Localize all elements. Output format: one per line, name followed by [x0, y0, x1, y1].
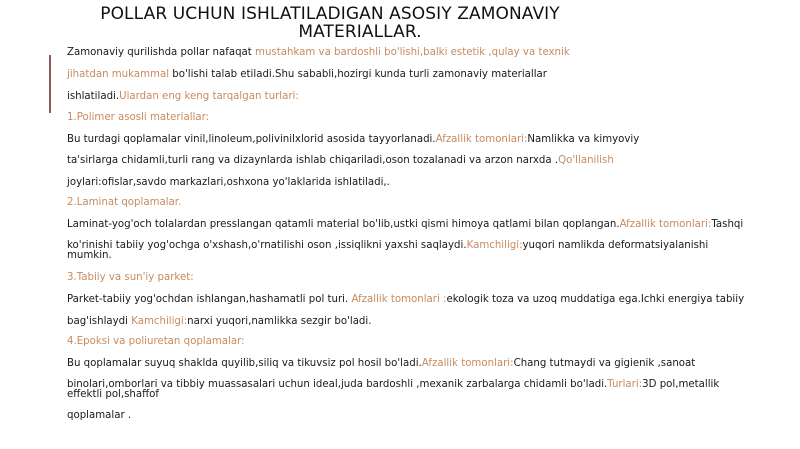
body-text: ko'rinishi tabiiy yog'ochga o'xshash,o'rnatilishi oson ,issiqlikni yaxshi saqlaydi. [67, 240, 467, 251]
slide-title-line-2: MATERIALLAR. [298, 22, 422, 42]
section-4-line-1 [67, 358, 695, 370]
intro-highlight: Ulardan eng keng tarqalgan turlari: [119, 91, 299, 102]
body-text: narxi yuqori,namlikka sezgir bo'ladi. [187, 316, 372, 327]
body-text: ekologik toza va uzoq muddatiga ega.Ichki energiya tabiiy [446, 294, 745, 305]
body-text: Chang tutmaydi va gigienik ,sanoat [513, 358, 696, 369]
intro-text: ishlatiladi. [67, 91, 120, 102]
intro-highlight: mustahkam va bardoshli bo'lishi,balki estetik ,qulay va texnik [255, 47, 570, 58]
intro-line-3 [67, 91, 299, 103]
section-4-line-2 [67, 379, 719, 391]
section-1-line-1 [67, 134, 639, 146]
label-highlight: Kamchiligi: [466, 240, 523, 251]
section-2-line-1 [67, 219, 743, 231]
section-1-line-2 [67, 155, 614, 167]
slide-title-line-1: POLLAR UCHUN ISHLATILADIGAN ASOSIY ZAMONAVIY [100, 4, 560, 24]
section-2-line-2 [67, 240, 708, 252]
intro-text: Zamonaviy qurilishda pollar nafaqat [67, 47, 256, 58]
body-text: 3D pol,metallik [642, 379, 720, 390]
body-text: Namlikka va kimyoviy [527, 134, 640, 145]
label-highlight: Qo'llanilish [558, 155, 614, 166]
intro-highlight: jihatdan mukammal [67, 69, 170, 80]
intro-text: bo'lishi talab etiladi.Shu sababli,hozirgi kunda turli zamonaviy materiallar [169, 69, 547, 80]
body-text: Laminat-yog'och tolalardan presslangan qatamli material bo'lib,ustki qismi himoya qatlami bilan qoplangan. [67, 219, 620, 230]
body-text: Tashqi [711, 219, 744, 230]
label-highlight: Afzallik tomonlari: [619, 219, 712, 230]
section-4-heading: 4.Epoksi va poliuretan qoplamalar: [67, 336, 245, 347]
body-text: bag'ishlaydi [67, 316, 132, 327]
body-text: ta'sirlarga chidamli,turli rang va dizaynlarda ishlab chiqariladi,oson tozalanadi va arzon narxda . [67, 155, 559, 166]
body-text: Bu turdagi qoplamalar vinil,linoleum,polivinilxlorid asosida tayyorlanadi. [67, 134, 436, 145]
section-1-line-3: joylari:ofislar,savdo markazlari,oshxona yo'laklarida ishlatiladi,. [67, 177, 390, 188]
label-highlight: Afzallik tomonlari : [351, 294, 447, 305]
section-1-heading: 1.Polimer asosli materiallar: [67, 112, 210, 123]
section-3-line-1 [67, 294, 744, 306]
label-highlight: Turlari: [607, 379, 643, 390]
intro-line-2 [67, 69, 547, 81]
intro-line-1 [67, 47, 570, 59]
section-3-line-2 [67, 316, 371, 328]
body-text: yuqori namlikda deformatsiyalanishi [522, 240, 709, 251]
body-text: binolari,omborlari va tibbiy muassasalari uchun ideal,juda bardoshli ,mexanik zarbalarga chidamli bo'ladi. [67, 379, 608, 390]
label-highlight: Afzallik tomonlari: [435, 134, 528, 145]
section-2-heading: 2.Laminat qoplamalar. [67, 197, 182, 208]
body-text: Bu qoplamalar suyuq shaklda quyilib,siliq va tikuvsiz pol hosil bo'ladi. [67, 358, 422, 369]
label-highlight: Kamchiligi: [131, 316, 188, 327]
section-2-line-3: mumkin. [67, 250, 112, 261]
section-4-line-3: effektli pol,shaffof [67, 389, 159, 400]
section-4-line-4: qoplamalar . [67, 410, 132, 421]
accent-bar [49, 55, 51, 113]
body-text: Parket-tabiiy yog'ochdan ishlangan,hashamatli pol turi. [67, 294, 352, 305]
section-3-heading: 3.Tabiiy va sun'iy parket: [67, 272, 194, 283]
label-highlight: Afzallik tomonlari: [421, 358, 514, 369]
